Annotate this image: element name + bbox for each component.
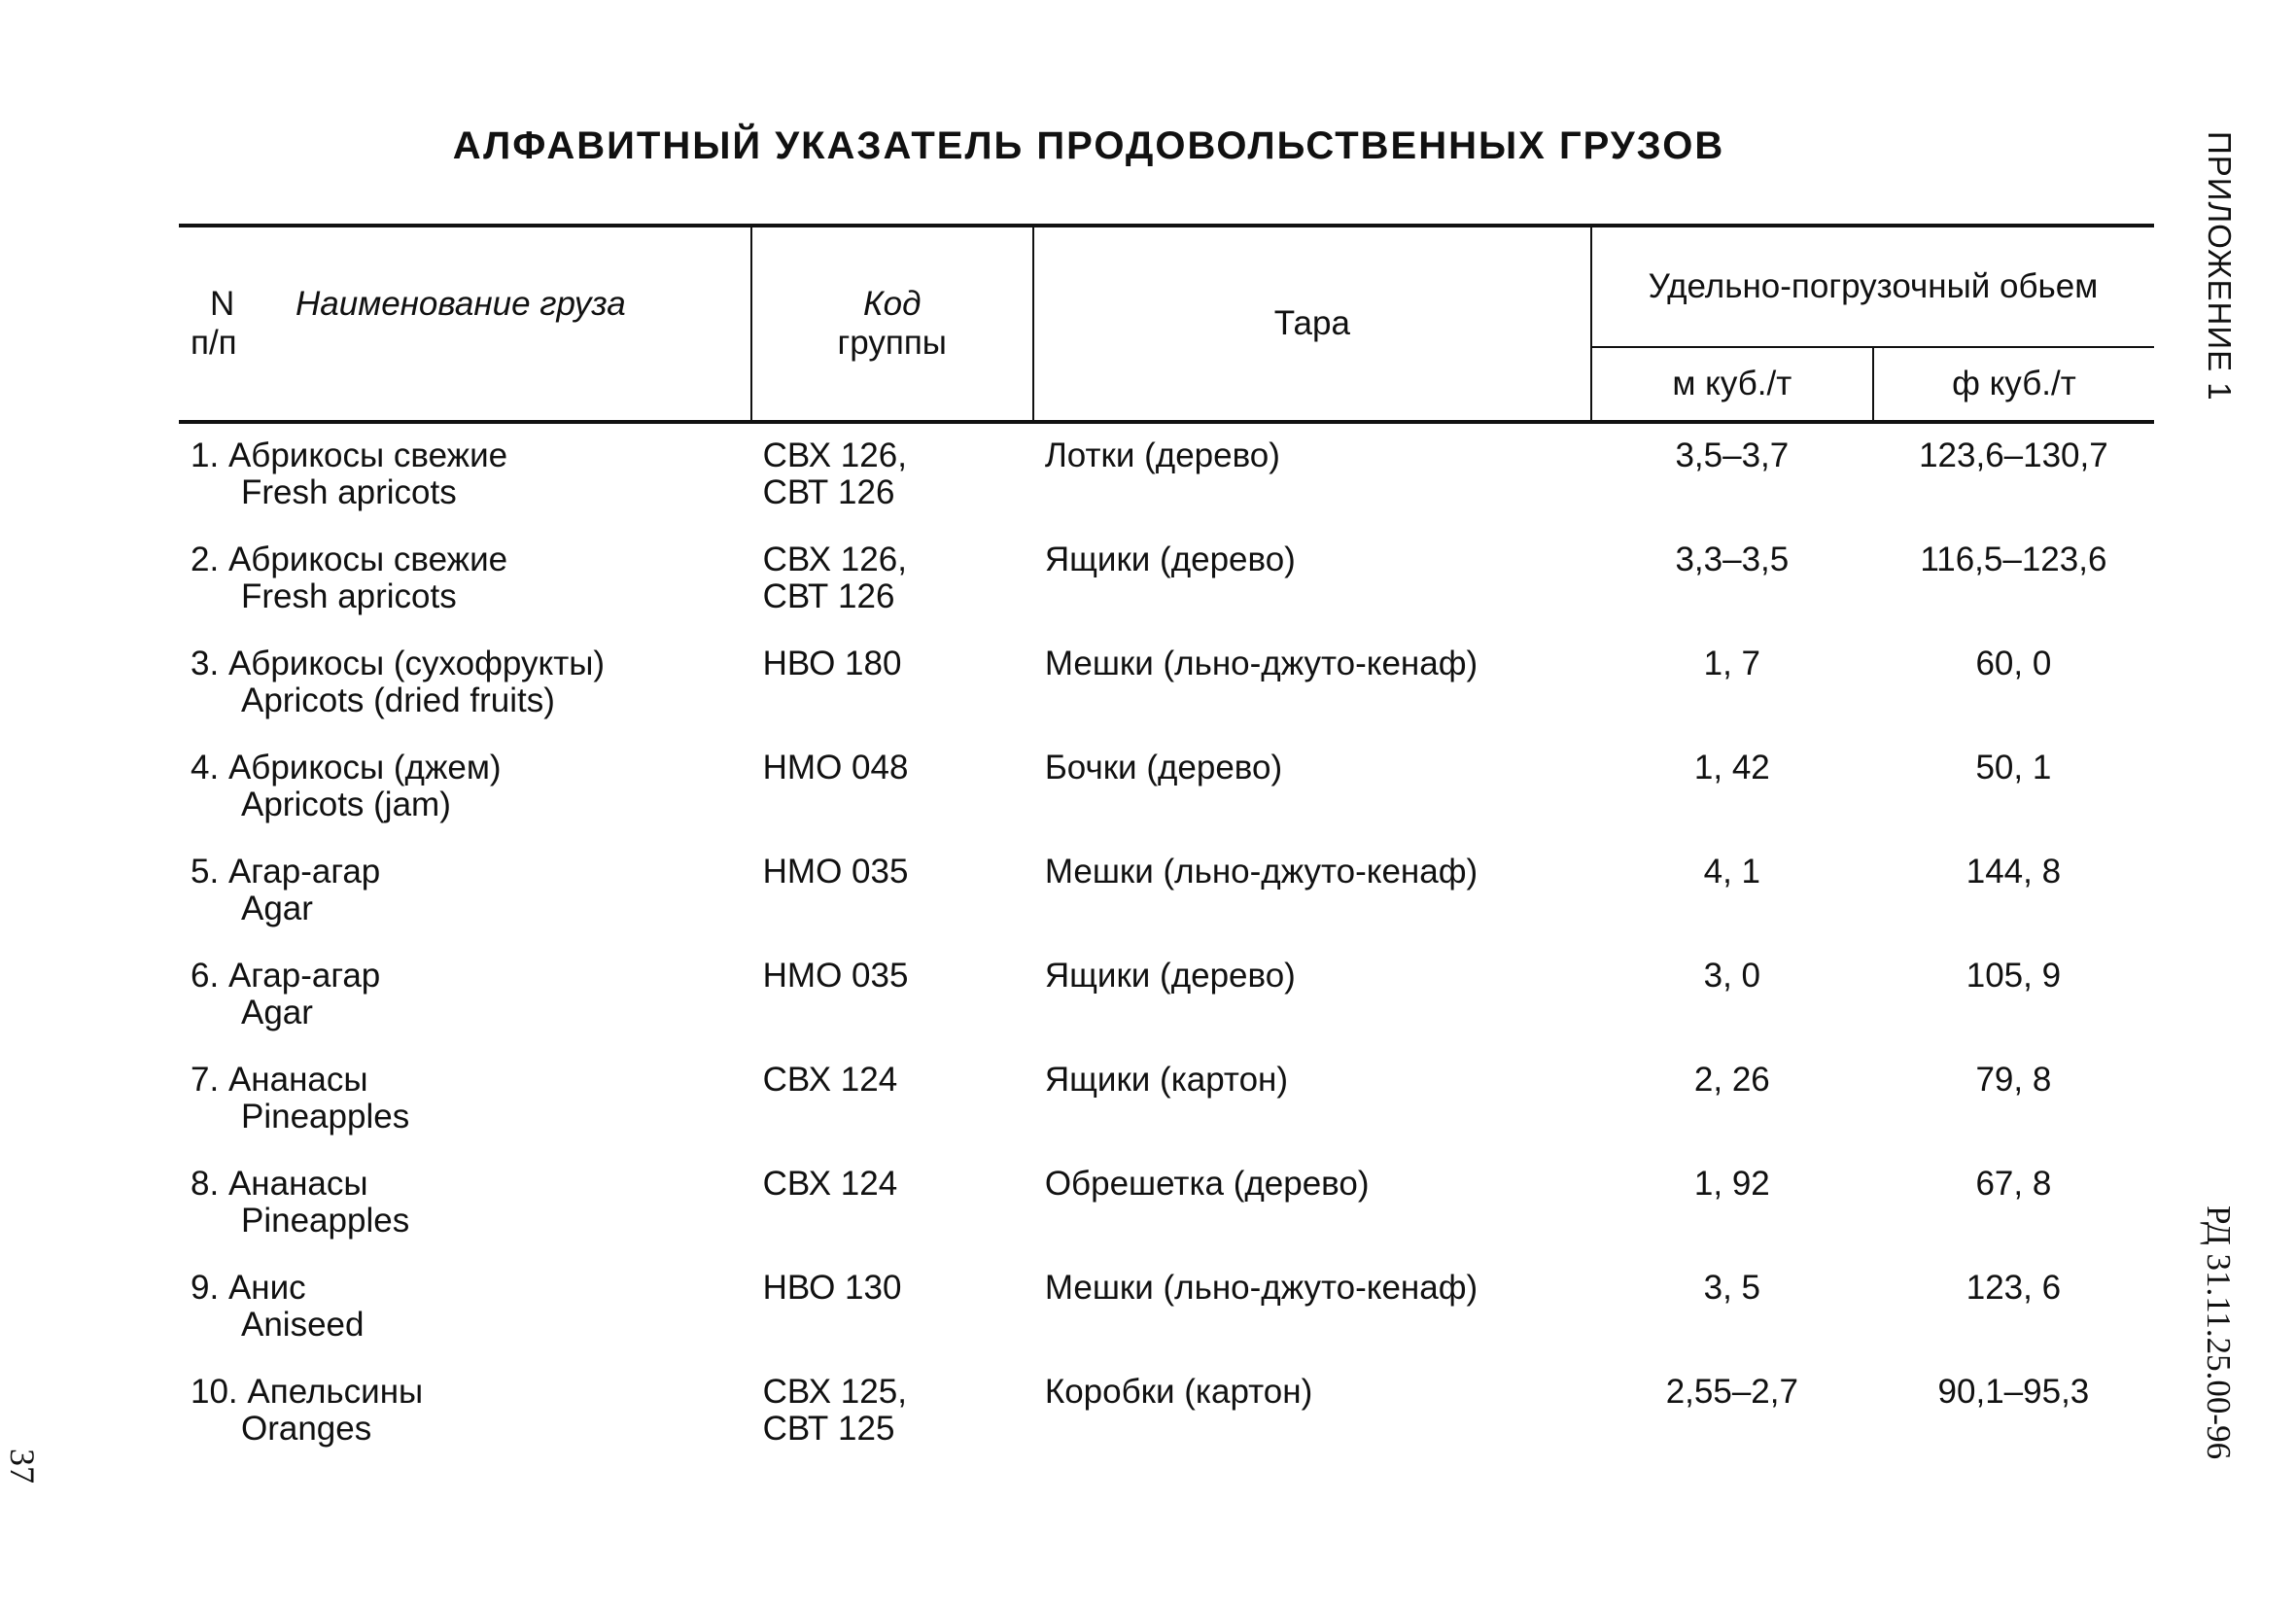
cell-code <box>751 530 1033 634</box>
header-volume-f: ф куб./т <box>1873 347 2154 422</box>
cell-volume-f: 67, 8 <box>1975 1165 2052 1203</box>
header-n: N <box>210 285 235 323</box>
cell-volume-m: 2, 26 <box>1693 1061 1770 1099</box>
cell-code <box>751 946 1033 1050</box>
cell-code <box>751 842 1033 946</box>
cell-tara: Лотки (дерево) <box>1044 437 1280 474</box>
table-row <box>179 946 2154 1050</box>
cell-volume-f: 116,5–123,6 <box>1920 541 2107 578</box>
cell-volume-m: 3,5–3,7 <box>1675 437 1790 474</box>
table-row <box>179 634 2154 738</box>
cell-volume-f: 123,6–130,7 <box>1919 437 2108 474</box>
group-code: СВХ 125, <box>762 1373 907 1411</box>
table-row <box>179 1050 2154 1154</box>
cargo-name-ru: 6. Агар-агар <box>191 957 381 995</box>
cell-code <box>751 1362 1033 1466</box>
cargo-name-en: Fresh apricots <box>241 577 457 615</box>
header-volume: Удельно-погрузочный обьем <box>1591 226 2154 347</box>
cargo-name-ru: 8. Ананасы <box>191 1165 368 1203</box>
header-code-sub: группы <box>837 324 947 362</box>
header-tara: Тара <box>1033 226 1591 422</box>
cell-name <box>179 1258 751 1362</box>
cargo-name-ru: 5. Агар-агар <box>191 853 381 891</box>
table-row <box>179 1362 2154 1466</box>
cargo-name-en: Pineapples <box>241 1098 410 1135</box>
group-code: НМО 035 <box>762 853 909 891</box>
cell-volume-m: 2,55–2,7 <box>1665 1373 1798 1411</box>
cargo-name-en: Apricots (jam) <box>241 786 451 823</box>
header-name <box>179 226 751 422</box>
cell-volume-m: 1, 92 <box>1693 1165 1770 1203</box>
group-code: НВО 180 <box>762 645 902 682</box>
cell-volume-m: 3,3–3,5 <box>1675 541 1790 578</box>
group-code: НВО 130 <box>762 1269 902 1307</box>
page-title: АЛФАВИТНЫЙ УКАЗАТЕЛЬ ПРОДОВОЛЬСТВЕННЫХ ГРУЗОВ <box>452 124 1725 167</box>
table-row <box>179 1154 2154 1258</box>
cargo-name-en: Aniseed <box>241 1306 365 1344</box>
cell-name <box>179 842 751 946</box>
cell-tara: Обрешетка (дерево) <box>1044 1165 1370 1203</box>
cell-code <box>751 1258 1033 1362</box>
cell-volume-m: 1, 7 <box>1703 645 1761 682</box>
group-code: СВХ 124 <box>762 1061 898 1099</box>
table-row <box>179 1258 2154 1362</box>
cell-tara: Ящики (дерево) <box>1044 541 1296 578</box>
group-code-2: СВТ 126 <box>762 577 895 615</box>
cell-volume-f: 123, 6 <box>1966 1269 2062 1307</box>
group-code: СВХ 124 <box>762 1165 898 1203</box>
cell-name <box>179 422 751 530</box>
cell-volume-f: 50, 1 <box>1975 749 2052 786</box>
cell-volume-m: 3, 0 <box>1703 957 1761 995</box>
table-row <box>179 422 2154 530</box>
cell-name <box>179 634 751 738</box>
cargo-name-en: Pineapples <box>241 1202 410 1240</box>
cell-volume-m: 4, 1 <box>1703 853 1761 891</box>
cell-name <box>179 1362 751 1466</box>
cell-code <box>751 634 1033 738</box>
cargo-name-en: Agar <box>241 890 313 927</box>
cargo-index-table <box>179 224 2154 1466</box>
appendix-label: ПРИЛОЖЕНИЕ 1 <box>2202 131 2238 402</box>
cell-code <box>751 1154 1033 1258</box>
cargo-name-ru: 2. Абрикосы свежие <box>191 541 508 578</box>
group-code: СВХ 126, <box>762 541 907 578</box>
header-cargo-name: Наименование груза <box>296 285 626 323</box>
cell-name <box>179 946 751 1050</box>
cargo-name-ru: 9. Анис <box>191 1269 306 1307</box>
cell-code <box>751 738 1033 842</box>
cargo-name-ru: 10. Апельсины <box>191 1373 424 1411</box>
group-code: НМО 048 <box>762 749 909 786</box>
cell-tara: Ящики (картон) <box>1044 1061 1289 1099</box>
cell-code <box>751 1050 1033 1154</box>
cargo-name-ru: 4. Абрикосы (джем) <box>191 749 502 786</box>
table-row <box>179 842 2154 946</box>
cell-name <box>179 738 751 842</box>
page-number: 37 <box>3 1449 42 1484</box>
cargo-name-en: Apricots (dried fruits) <box>241 681 555 719</box>
cell-volume-m: 3, 5 <box>1703 1269 1761 1307</box>
cell-tara: Мешки (льно-джуто-кенаф) <box>1044 645 1478 682</box>
cell-volume-f: 79, 8 <box>1975 1061 2052 1099</box>
cell-name <box>179 1050 751 1154</box>
table-row <box>179 530 2154 634</box>
header-n-sub: п/п <box>191 324 237 362</box>
cell-tara: Ящики (дерево) <box>1044 957 1296 995</box>
cell-tara: Мешки (льно-джуто-кенаф) <box>1044 1269 1478 1307</box>
cargo-name-ru: 3. Абрикосы (сухофрукты) <box>191 645 606 682</box>
cell-volume-m: 1, 42 <box>1693 749 1770 786</box>
cell-code <box>751 422 1033 530</box>
cargo-name-en: Agar <box>241 994 313 1031</box>
cell-volume-f: 144, 8 <box>1966 853 2062 891</box>
cell-name <box>179 1154 751 1258</box>
header-volume-m: м куб./т <box>1591 347 1873 422</box>
group-code: НМО 035 <box>762 957 909 995</box>
cell-tara: Мешки (льно-джуто-кенаф) <box>1044 853 1478 891</box>
header-code <box>751 226 1033 422</box>
group-code: СВХ 126, <box>762 437 907 474</box>
cell-name <box>179 530 751 634</box>
cargo-name-en: Oranges <box>241 1410 372 1448</box>
group-code-2: СВТ 126 <box>762 473 895 511</box>
header-code-label: Код <box>863 285 922 323</box>
cell-volume-f: 60, 0 <box>1975 645 2052 682</box>
cell-tara: Бочки (дерево) <box>1044 749 1283 786</box>
cargo-name-ru: 1. Абрикосы свежие <box>191 437 508 474</box>
cargo-name-en: Fresh apricots <box>241 473 457 511</box>
table-row <box>179 738 2154 842</box>
cargo-name-ru: 7. Ананасы <box>191 1061 368 1099</box>
cell-volume-f: 105, 9 <box>1966 957 2062 995</box>
document-number: РД 31.11.25.00-96 <box>2200 1205 2238 1460</box>
cell-tara: Коробки (картон) <box>1044 1373 1313 1411</box>
group-code-2: СВТ 125 <box>762 1410 895 1448</box>
cell-volume-f: 90,1–95,3 <box>1937 1373 2090 1411</box>
